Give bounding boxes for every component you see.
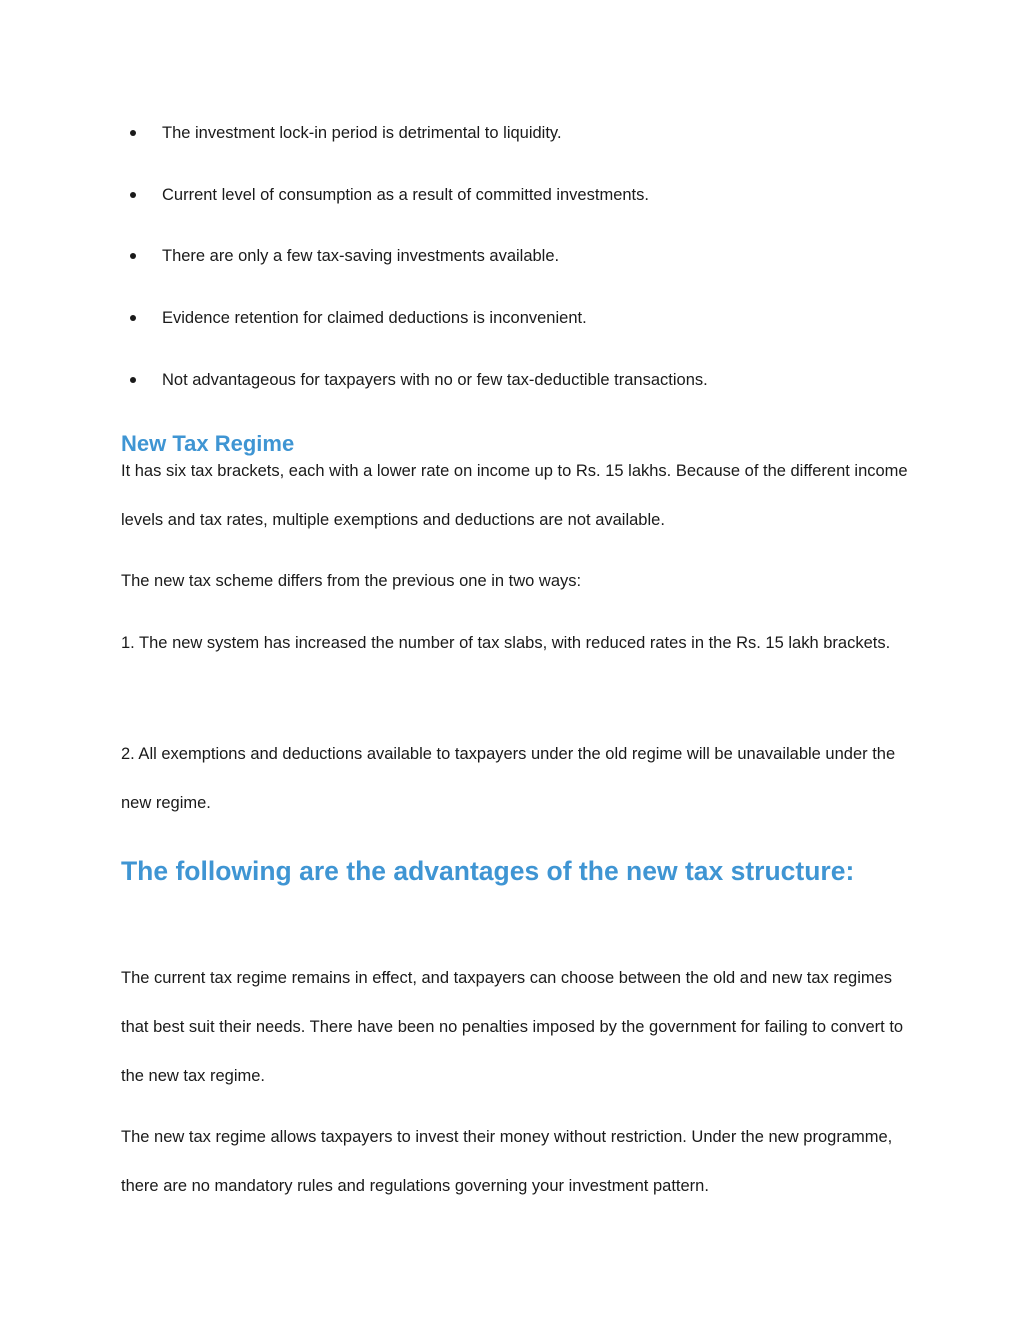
list-item	[0, 303, 1024, 365]
bullet-icon	[130, 253, 136, 259]
advantages-paragraph-2: The new tax regime allows taxpayers to invest their money without restriction. Under the new programme, there are no mandatory rules and regulations governing your investment pattern.	[121, 1128, 893, 1195]
bullet-text: Not advantageous for taxpayers with no or few tax-deductible transactions.	[162, 370, 708, 389]
bullet-text: Current level of consumption as a result of committed investments.	[162, 185, 649, 204]
bullet-text: The investment lock-in period is detrimental to liquidity.	[162, 124, 562, 142]
list-item	[0, 180, 1024, 242]
list-item	[0, 365, 1024, 427]
drawbacks-bullet-list	[0, 118, 1024, 426]
list-item	[0, 241, 1024, 303]
new-tax-regime-intro: It has six tax brackets, each with a lower rate on income up to Rs. 15 lakhs. Because of the different income levels and tax rates, multiple exemptions and deductions are not available.	[121, 462, 908, 529]
bullet-icon	[130, 315, 136, 321]
new-tax-regime-point-1: 1. The new system has increased the number of tax slabs, with reduced rates in the Rs. 15 lakh brackets.	[121, 634, 891, 652]
bullet-text: Evidence retention for claimed deductions is inconvenient.	[162, 309, 587, 328]
new-tax-regime-differs: The new tax scheme differs from the previous one in two ways:	[121, 572, 582, 590]
bullet-icon	[130, 377, 136, 383]
bullet-icon	[130, 130, 136, 136]
list-item	[0, 118, 1024, 180]
bullet-text: There are only a few tax-saving investments available.	[162, 247, 560, 266]
advantages-heading: The following are the advantages of the new tax structure:	[121, 856, 855, 886]
bullet-icon	[130, 192, 136, 198]
advantages-paragraph-1: The current tax regime remains in effect, and taxpayers can choose between the old and new tax regimes that best suit their needs. There have been no penalties imposed by the government for failing to convert to the new tax regime.	[121, 969, 904, 1085]
new-tax-regime-point-2: 2. All exemptions and deductions available to taxpayers under the old regime will be unavailable under the new regime.	[121, 745, 896, 812]
new-tax-regime-heading: New Tax Regime	[121, 431, 295, 456]
